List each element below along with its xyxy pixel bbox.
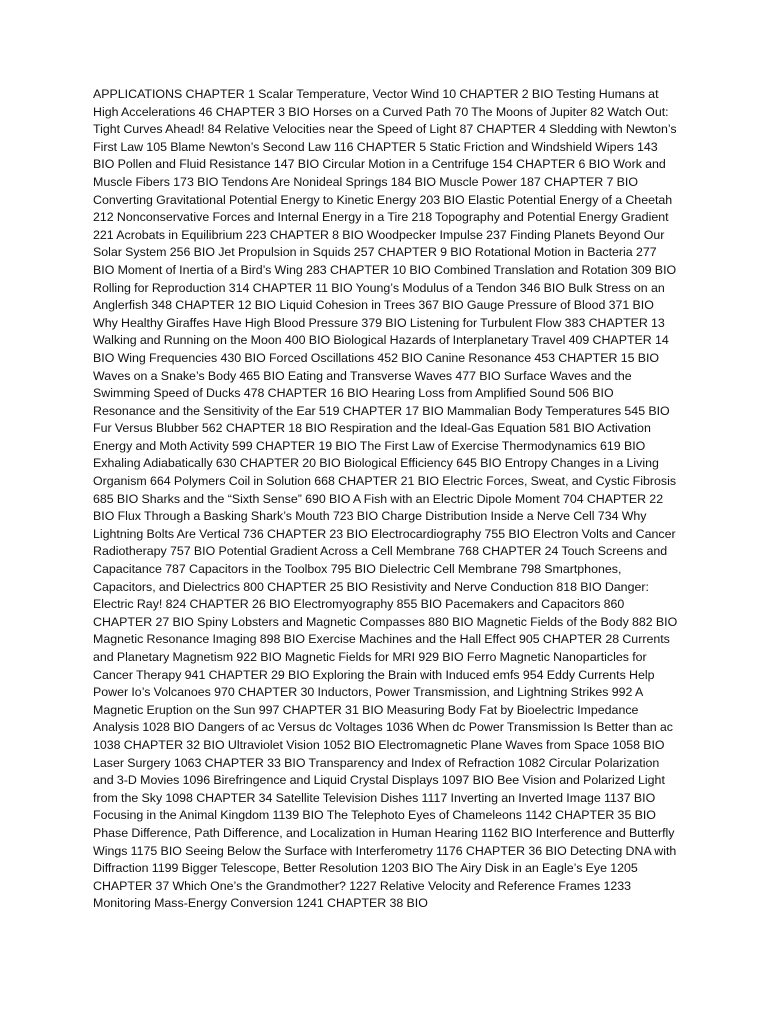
applications-list-text: APPLICATIONS CHAPTER 1 Scalar Temperature, Vector Wind 10 CHAPTER 2 BIO Testing Humans at High Accelerations 46 CHAPTER 3 BIO Horses on a Curved Path 70 The Moons of Jupiter 82 Watch Out: Tight Curves Ahead! 84 Relative Velocities near the Speed of Light 87 CHAPTER 4 Sledding with Newton’s First Law 105 Blame Newton’s Second Law 116 CHAPTER 5 Static Friction and Windshield Wipers 143 BIO Pollen and Fluid Resistance 147 BIO Circular Motion in a Centrifuge 154 CHAPTER 6 BIO Work and Muscle Fibers 173 BIO Tendons Are Nonideal Springs 184 BIO Muscle Power 187 CHAPTER 7 BIO Converting Gravitational Potential Energy to Kinetic Energy 203 BIO Elastic Potential Energy of a Cheetah 212 Nonconservative Forces and Internal Energy in a Tire 218 Topography and Potential Energy Gradient 221 Acrobats in Equilibrium 223 CHAPTER 8 BIO Woodpecker Impulse 237 Finding Planets Beyond Our Solar System 256 BIO Jet Propulsion in Squids 257 CHAPTER 9 BIO Rotational Motion in Bacteria 277 BIO Moment of Inertia of a Bird’s Wing 283 CHAPTER 10 BIO Combined Translation and Rotation 309 BIO Rolling for Reproduction 314 CHAPTER 11 BIO Young’s Modulus of a Tendon 346 BIO Bulk Stress on an Anglerfish 348 CHAPTER 12 BIO Liquid Cohesion in Trees 367 BIO Gauge Pressure of Blood 371 BIO Why Healthy Giraffes Have High Blood Pressure 379 BIO Listening for Turbulent Flow 383 CHAPTER 13 Walking and Running on the Moon 400 BIO Biological Hazards of Interplanetary Travel 409 CHAPTER 14 BIO Wing Frequencies 430 BIO Forced Oscillations 452 BIO Canine Resonance 453 CHAPTER 15 BIO Waves on a Snake’s Body 465 BIO Eating and Transverse Waves 477 BIO Surface Waves and the Swimming Speed of Ducks 478 CHAPTER 16 BIO Hearing Loss from Amplified Sound 506 BIO Resonance and the Sensitivity of the Ear 519 CHAPTER 17 BIO Mammalian Body Temperatures 545 BIO Fur Versus Blubber 562 CHAPTER 18 BIO Respiration and the Ideal-Gas Equation 581 BIO Activation Energy and Moth Activity 599 CHAPTER 19 BIO The First Law of Exercise Thermodynamics 619 BIO Exhaling Adiabatically 630 CHAPTER 20 BIO Biological Efficiency 645 BIO Entropy Changes in a Living Organism 664 Polymers Coil in Solution 668 CHAPTER 21 BIO Electric Forces, Sweat, and Cystic Fibrosis 685 BIO Sharks and the “Sixth Sense” 690 BIO A Fish with an Electric Dipole Moment 704 CHAPTER 22 BIO Flux Through a Basking Shark’s Mouth 723 BIO Charge Distribution Inside a Nerve Cell 734 Why Lightning Bolts Are Vertical 736 CHAPTER 23 BIO Electrocardiography 755 BIO Electron Volts and Cancer Radiotherapy 757 BIO Potential Gradient Across a Cell Membrane 768 CHAPTER 24 Touch Screens and Capacitance 787 Capacitors in the Toolbox 795 BIO Dielectric Cell Membrane 798 Smartphones, Capacitors, and Dielectrics 800 CHAPTER 25 BIO Resistivity and Nerve Conduction 818 BIO Danger: Electric Ray! 824 CHAPTER 26 BIO Electromyography 855 BIO Pacemakers and Capacitors 860 CHAPTER 27 BIO Spiny Lobsters and Magnetic Compasses 880 BIO Magnetic Fields of the Body 882 BIO Magnetic Resonance Imaging 898 BIO Exercise Machines and the Hall Effect 905 CHAPTER 28 Currents and Planetary Magnetism 922 BIO Magnetic Fields for MRI 929 BIO Ferro Magnetic Nanoparticles for Cancer Therapy 941 CHAPTER 29 BIO Exploring the Brain with Induced emfs 954 Eddy Currents Help Power Io’s Volcanoes 970 CHAPTER 30 Inductors, Power Transmission, and Lightning Strikes 992 A Magnetic Eruption on the Sun 997 CHAPTER 31 BIO Measuring Body Fat by Bioelectric Impedance Analysis 1028 BIO Dangers of ac Versus dc Voltages 1036 When dc Power Transmission Is Better than ac 1038 CHAPTER 32 BIO Ultraviolet Vision 1052 BIO Electromagnetic Plane Waves from Space 1058 BIO Laser Surgery 1063 CHAPTER 33 BIO Transparency and Index of Refraction 1082 Circular Polarization and 3-D Movies 1096 Birefringence and Liquid Crystal Displays 1097 BIO Bee Vision and Polarized Light from the Sky 1098 CHAPTER 34 Satellite Television Dishes 1117 Inverting an Inverted Image 1137 BIO Focusing in the Animal Kingdom 1139 BIO The Telephoto Eyes of Chameleons 1142 CHAPTER 35 BIO Phase Difference, Path Difference, and Localization in Human Hearing 1162 BIO Interference and Butterfly Wings 1175 BIO Seeing Below the Surface with Interferometry 1176 CHAPTER 36 BIO Detecting DNA with Diffraction 1199 Bigger Telescope, Better Resolution 1203 BIO The Airy Disk in an Eagle’s Eye 1205 CHAPTER 37 Which One’s the Grandmother? 1227 Relative Velocity and Reference Frames 1233 Monitoring Mass-Energy Conversion 1241 CHAPTER 38 BIO	[93, 87, 678, 911]
